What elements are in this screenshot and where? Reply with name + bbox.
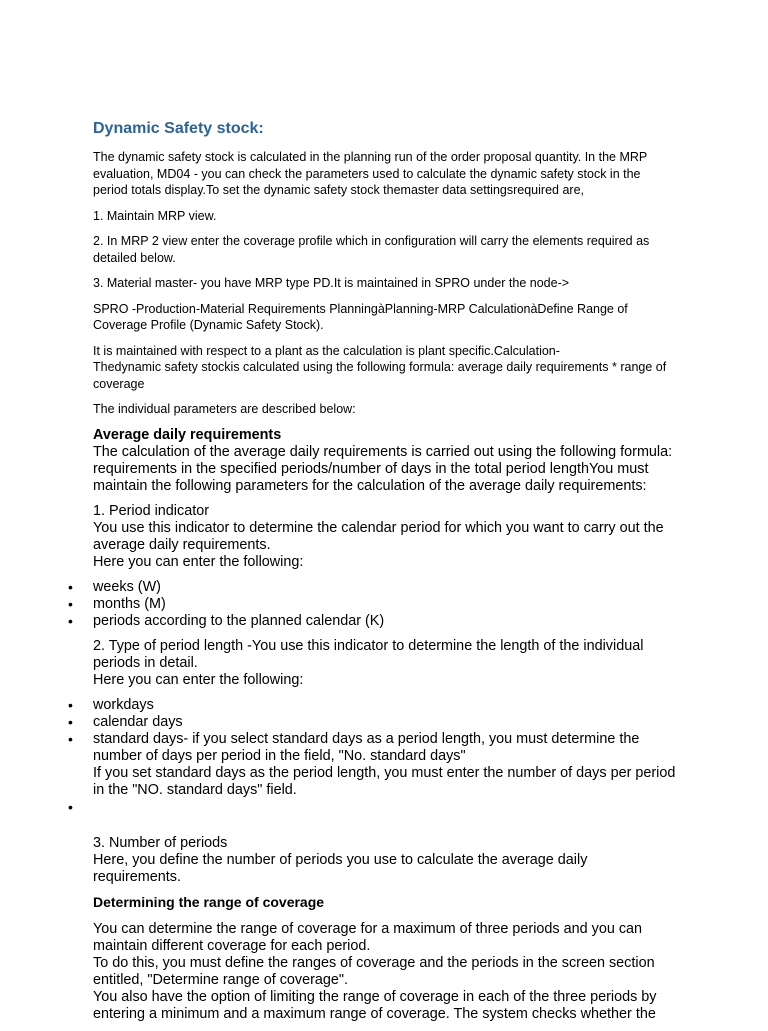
list-item-text: workdays [93,696,154,713]
list-item [68,730,678,799]
list-item [68,696,678,714]
list-item [68,578,678,596]
params-intro: The individual parameters are described below: [93,402,356,416]
avg-text: The calculation of the average daily requirements is carried out using the following formula: requirements in the specified periods/number of days in the total period lengthYou must maintain the following parameters for the calculation of the average daily requirements: [93,443,673,494]
spro-path: SPRO -Production-Material Requirements PlanningàPlanning-MRP CalculationàDefine Range of Coverage Profile (Dynamic Safety Stock). [93,301,628,332]
list-item-text: months (M) [93,595,166,612]
list-item [68,612,678,630]
maintained-line-2: Thedynamic safety stockis calculated using the following formula: average daily requirements * range of coverage [93,360,667,391]
enter-following-2: Here you can enter the following: [93,671,304,688]
num-periods-section [93,835,678,886]
list-item-text: weeks (W) [93,578,161,595]
period-indicator-text: You use this indicator to determine the calendar period for which you want to carry out the average daily requirements. [93,519,664,553]
bullet-icon: • [68,713,73,730]
range-section [93,921,678,1023]
list-item-text: standard days- if you select standard days as a period length, you must determine the number of days per period in the field, "No. standard days" [93,730,640,764]
bullet-icon: • [68,730,73,747]
page-title: Dynamic Safety stock: [93,120,264,137]
enter-following-1: Here you can enter the following: [93,553,304,570]
period-length-section [93,638,678,689]
bullet-icon: • [68,798,73,815]
list-item-text: calendar days [93,713,183,730]
maintained-line-1: It is maintained with respect to a plant as the calculation is plant specific.Calculation- [93,343,560,358]
list-item-empty [68,798,678,827]
length-options-list [68,696,678,827]
step-1: 1. Maintain MRP view. [93,208,217,223]
step-2: 2. In MRP 2 view enter the coverage profile which in configuration will carry the elements required as detailed below. [93,234,650,265]
avg-section [93,427,678,495]
num-periods-title: 3. Number of periods [93,834,228,851]
bullet-icon: • [68,696,73,713]
range-text-2: To do this, you must define the ranges of coverage and the periods in the screen section entitled, "Determine range of coverage". [93,954,655,988]
bullet-icon: • [68,578,73,595]
period-options-list [68,578,678,630]
standard-days-note: If you set standard days as the period length, you must enter the number of days per period in the "NO. standard days" field. [93,764,676,798]
period-indicator-title: 1. Period indicator [93,502,209,519]
period-length-text: 2. Type of period length -You use this indicator to determine the length of the individual periods in detail. [93,637,644,671]
range-text-1: You can determine the range of coverage for a maximum of three periods and you can maintain different coverage for each period. [93,920,643,954]
intro-paragraph: The dynamic safety stock is calculated in the planning run of the order proposal quantity. In the MRP evaluation, MD04 - you can check the parameters used to calculate the dynamic safety stock in the period totals display.To set the dynamic safety stock themaster data settingsrequired are, [93,150,648,197]
bullet-icon: • [68,612,73,629]
bullet-icon: • [68,595,73,612]
list-item [68,713,678,731]
range-text-3: You also have the option of limiting the range of coverage in each of the three periods by entering a minimum and a maximum range of coverage. The system checks whether the [93,988,657,1022]
document-page [68,118,678,1031]
list-item-text: periods according to the planned calendar (K) [93,612,385,629]
step-3: 3. Material master- you have MRP type PD.It is maintained in SPRO under the node-> [93,276,570,290]
range-heading: Determining the range of coverage [93,893,325,910]
num-periods-text: Here, you define the number of periods you use to calculate the average daily requirements. [93,851,588,885]
maintained-paragraph [93,343,678,393]
list-item [68,595,678,613]
period-indicator-section [93,503,678,571]
avg-heading: Average daily requirements [93,426,282,443]
